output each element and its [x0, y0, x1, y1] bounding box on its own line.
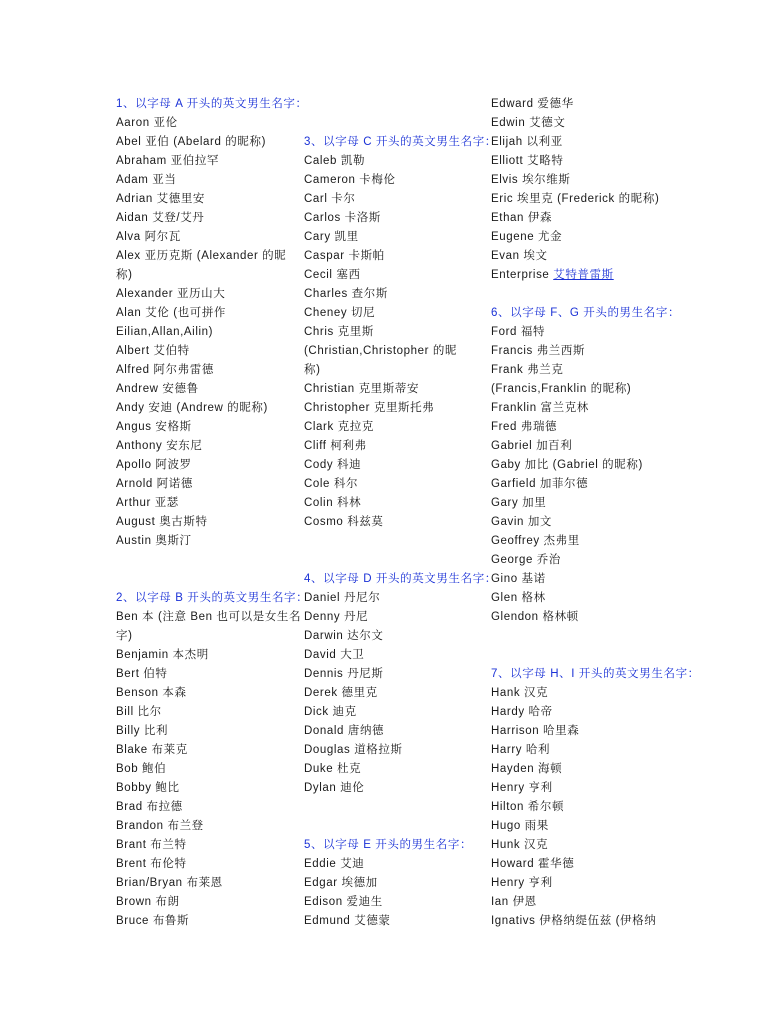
name-entry	[491, 570, 651, 589]
name-entry	[304, 418, 464, 437]
name-entry	[116, 323, 276, 342]
name-entry	[491, 684, 651, 703]
blank-line	[304, 551, 464, 570]
name-entry-text: Ben 本 (注意 Ben 也可以是女生名	[116, 611, 302, 623]
name-entry-text: Edgar 埃德加	[304, 877, 378, 889]
name-entry	[304, 190, 464, 209]
name-entry	[304, 513, 464, 532]
name-entry-text: George 乔治	[491, 554, 561, 566]
name-entry	[491, 456, 651, 475]
name-entry-text: Hugo 雨果	[491, 820, 549, 832]
name-entry-text: Brant 布兰特	[116, 839, 187, 851]
name-entry	[491, 266, 651, 285]
name-entry	[304, 608, 464, 627]
blank-line	[304, 817, 464, 836]
name-entry-text: Christian 克里斯蒂安	[304, 383, 420, 395]
name-entry-text: Gavin 加文	[491, 516, 553, 528]
name-entry	[491, 893, 651, 912]
name-entry	[304, 684, 464, 703]
name-entry-text: Donald 唐纳德	[304, 725, 385, 737]
name-entry	[491, 361, 651, 380]
name-entry	[304, 741, 464, 760]
name-entry	[491, 437, 651, 456]
name-entry-text: Brown 布朗	[116, 896, 180, 908]
name-entry	[116, 722, 276, 741]
name-entry-text: Franklin 富兰克林	[491, 402, 589, 414]
name-entry	[491, 532, 651, 551]
name-entry	[116, 190, 276, 209]
name-entry-text: Carl 卡尔	[304, 193, 356, 205]
name-entry-text: Gabriel 加百利	[491, 440, 573, 452]
name-entry	[116, 627, 276, 646]
name-entry-text: Hayden 海顿	[491, 763, 563, 775]
name-entry-text: 字)	[116, 630, 133, 642]
section-heading-text: 4、以字母 D 开头的英文男生名字：	[304, 573, 497, 585]
name-entry	[491, 247, 651, 266]
name-entry-text: Glendon 格林顿	[491, 611, 579, 623]
name-entry	[304, 285, 464, 304]
name-entry-text: Enterprise	[491, 269, 554, 281]
name-entry	[116, 152, 276, 171]
section-heading-text: 3、以字母 C 开头的英文男生名字：	[304, 136, 497, 148]
name-entry	[116, 494, 276, 513]
name-entry-text: Cary 凯里	[304, 231, 359, 243]
name-entry-text: Albert 艾伯特	[116, 345, 190, 357]
name-entry	[491, 209, 651, 228]
section-heading	[116, 589, 309, 608]
name-entry-text: Francis 弗兰西斯	[491, 345, 586, 357]
name-entry-text: Edmund 艾德蒙	[304, 915, 391, 927]
blank-line	[304, 798, 464, 817]
name-entry	[491, 494, 651, 513]
name-entry-text: David 大卫	[304, 649, 365, 661]
name-entry-text: Caspar 卡斯帕	[304, 250, 385, 262]
name-entry-text: Aidan 艾登/艾丹	[116, 212, 205, 224]
name-entry-text: Colin 科林	[304, 497, 362, 509]
name-entry	[304, 893, 464, 912]
name-entry	[304, 475, 464, 494]
name-entry-text: Glen 格林	[491, 592, 546, 604]
name-entry-text: Fred 弗瑞德	[491, 421, 558, 433]
name-entry	[491, 190, 660, 209]
blank-line	[304, 532, 464, 551]
name-entry-text: Duke 杜克	[304, 763, 362, 775]
name-link[interactable]: 艾特普雷斯	[553, 269, 614, 281]
column-2	[304, 95, 497, 931]
name-entry-text: Aaron 亚伦	[116, 117, 178, 129]
name-entry-text: Daniel 丹尼尔	[304, 592, 381, 604]
blank-line	[491, 285, 651, 304]
name-entry-text: Anthony 安东尼	[116, 440, 203, 452]
name-entry	[304, 760, 464, 779]
name-entry-text: Cecil 塞西	[304, 269, 361, 281]
name-entry	[491, 399, 651, 418]
name-entry-text: Elijah 以利亚	[491, 136, 563, 148]
name-entry-text: Cliff 柯利弗	[304, 440, 367, 452]
name-entry	[491, 874, 651, 893]
name-entry-text: Alva 阿尔瓦	[116, 231, 181, 243]
name-entry-text: Eddie 艾迪	[304, 858, 365, 870]
name-entry	[304, 247, 464, 266]
name-entry	[116, 418, 276, 437]
name-entry-text: Ethan 伊森	[491, 212, 553, 224]
name-entry-text: 称)	[304, 364, 321, 376]
name-entry	[491, 589, 651, 608]
name-entry	[116, 228, 276, 247]
name-entry-text: Abraham 亚伯拉罕	[116, 155, 220, 167]
name-entry	[304, 361, 464, 380]
name-entry-text: Ian 伊恩	[491, 896, 537, 908]
name-entry	[116, 437, 276, 456]
name-entry	[116, 874, 276, 893]
section-heading-text: 2、以字母 B 开头的英文男生名字：	[116, 592, 309, 604]
name-entry	[304, 209, 464, 228]
name-entry	[304, 589, 464, 608]
name-entry-text: Gary 加里	[491, 497, 547, 509]
name-entry-text: (Christian,Christopher 的昵	[304, 345, 458, 357]
name-entry	[116, 456, 276, 475]
section-heading-text: 5、以字母 E 开头的男生名字：	[304, 839, 473, 851]
name-entry-text: Cameron 卡梅伦	[304, 174, 396, 186]
name-entry	[491, 133, 651, 152]
name-entry-text: Bobby 鲍比	[116, 782, 180, 794]
section-heading	[304, 836, 473, 855]
name-entry	[491, 228, 651, 247]
name-entry-text: Henry 亨利	[491, 782, 553, 794]
name-entry	[304, 228, 464, 247]
name-entry	[491, 152, 651, 171]
name-entry	[116, 304, 276, 323]
name-entry-text: Dennis 丹尼斯	[304, 668, 384, 680]
name-entry	[116, 817, 276, 836]
blank-line	[116, 551, 276, 570]
name-entry-text: Christopher 克里斯托弗	[304, 402, 435, 414]
name-entry-text: Andrew 安德鲁	[116, 383, 199, 395]
name-entry-text: Ignativs 伊格纳缇伍兹 (伊格纳	[491, 915, 657, 927]
name-entry	[116, 855, 276, 874]
name-entry	[304, 779, 464, 798]
name-entry	[116, 760, 276, 779]
name-entry	[491, 855, 651, 874]
name-entry-text: Bert 伯特	[116, 668, 168, 680]
blank-line	[491, 627, 651, 646]
name-entry	[116, 361, 276, 380]
name-entry-text: Brent 布伦特	[116, 858, 187, 870]
name-entry-text: Elliott 艾略特	[491, 155, 564, 167]
name-entry-text: Darwin 达尔文	[304, 630, 384, 642]
name-entry-text: Henry 亨利	[491, 877, 553, 889]
name-entry	[304, 304, 464, 323]
name-entry	[116, 114, 276, 133]
name-entry-text: Eric 埃里克 (Frederick 的昵称)	[491, 193, 660, 205]
name-entry	[304, 171, 464, 190]
name-entry-text: 称)	[116, 269, 133, 281]
name-entry	[491, 779, 651, 798]
name-entry-text: Billy 比利	[116, 725, 169, 737]
blank-line	[304, 114, 464, 133]
name-entry-text: Denny 丹尼	[304, 611, 369, 623]
name-entry-text: Brian/Bryan 布莱恩	[116, 877, 223, 889]
name-entry-text: Brad 布拉德	[116, 801, 183, 813]
name-entry	[304, 437, 464, 456]
name-entry	[116, 266, 276, 285]
name-entry	[491, 551, 651, 570]
section-heading	[304, 133, 497, 152]
name-entry-text: Cole 科尔	[304, 478, 359, 490]
name-entry	[116, 703, 276, 722]
name-entry-text: Alex 亚历克斯 (Alexander 的昵	[116, 250, 287, 262]
name-entry	[304, 627, 464, 646]
name-entry	[304, 722, 464, 741]
name-entry-text: Dylan 迪伦	[304, 782, 365, 794]
name-entry	[116, 646, 276, 665]
blank-line	[116, 570, 276, 589]
name-entry-text: Adrian 艾德里安	[116, 193, 206, 205]
name-entry-text: Harrison 哈里森	[491, 725, 580, 737]
name-entry-text: Alfred 阿尔弗雷德	[116, 364, 214, 376]
name-entry	[491, 703, 651, 722]
name-entry-text: Howard 霍华德	[491, 858, 575, 870]
name-entry	[304, 399, 464, 418]
name-entry	[116, 209, 276, 228]
section-heading	[491, 304, 681, 323]
name-entry-text: Frank 弗兰克	[491, 364, 564, 376]
name-entry-text: Bob 鲍伯	[116, 763, 167, 775]
name-entry-text: Garfield 加菲尔德	[491, 478, 589, 490]
name-entry	[491, 380, 651, 399]
name-entry-text: Benjamin 本杰明	[116, 649, 209, 661]
name-entry	[116, 247, 287, 266]
name-entry	[304, 323, 464, 342]
name-entry	[491, 741, 651, 760]
name-entry	[116, 380, 276, 399]
name-entry	[304, 912, 464, 931]
name-entry-text: Bruce 布鲁斯	[116, 915, 190, 927]
name-entry-text: Douglas 道格拉斯	[304, 744, 403, 756]
name-entry-text: Carlos 卡洛斯	[304, 212, 381, 224]
name-entry	[491, 836, 651, 855]
name-entry	[491, 817, 651, 836]
name-entry-text: Ford 福特	[491, 326, 546, 338]
name-entry	[116, 665, 276, 684]
name-entry	[304, 456, 464, 475]
name-entry-text: Evan 埃文	[491, 250, 548, 262]
name-entry	[491, 171, 651, 190]
name-entry	[116, 893, 276, 912]
name-entry	[116, 741, 276, 760]
name-entry	[304, 874, 464, 893]
name-entry-text: Eilian,Allan,Ailin)	[116, 326, 214, 338]
name-entry	[491, 323, 651, 342]
name-entry	[116, 399, 276, 418]
name-entry	[304, 703, 464, 722]
name-entry-text: Cody 科迪	[304, 459, 362, 471]
blank-line	[491, 646, 651, 665]
name-entry-text: Austin 奥斯汀	[116, 535, 192, 547]
name-entry-text: Alexander 亚历山大	[116, 288, 226, 300]
name-entry-text: Angus 安格斯	[116, 421, 192, 433]
name-entry-text: Gaby 加比 (Gabriel 的昵称)	[491, 459, 643, 471]
name-entry-text: Hilton 希尔顿	[491, 801, 565, 813]
name-entry	[491, 760, 651, 779]
name-entry	[116, 912, 276, 931]
name-entry-text: Bill 比尔	[116, 706, 162, 718]
column-1	[116, 95, 309, 931]
name-entry	[304, 494, 464, 513]
name-entry-text: Hank 汉克	[491, 687, 549, 699]
name-entry-text: Edison 爱迪生	[304, 896, 383, 908]
name-entry	[304, 152, 464, 171]
name-entry-text: Arthur 亚瑟	[116, 497, 179, 509]
name-entry-text: Benson 本森	[116, 687, 187, 699]
blank-line	[304, 95, 464, 114]
name-entry-text: Harry 哈利	[491, 744, 551, 756]
name-entry	[304, 855, 464, 874]
name-entry-text: Charles 查尔斯	[304, 288, 388, 300]
name-entry	[491, 608, 651, 627]
name-entry	[116, 475, 276, 494]
name-entry	[491, 513, 651, 532]
name-entry	[116, 532, 276, 551]
name-entry-text: Derek 德里克	[304, 687, 378, 699]
name-entry-text: Hunk 汉克	[491, 839, 549, 851]
name-entry	[116, 836, 276, 855]
name-entry-text: Alan 艾伦 (也可拼作	[116, 307, 227, 319]
name-entry-text: Arnold 阿诺德	[116, 478, 193, 490]
name-entry-text: Chris 克里斯	[304, 326, 374, 338]
name-entry	[491, 798, 651, 817]
name-entry-text: Adam 亚当	[116, 174, 177, 186]
name-entry	[491, 912, 657, 931]
name-entry-text: Eugene 尤金	[491, 231, 563, 243]
name-entry	[116, 171, 276, 190]
name-entry	[304, 266, 464, 285]
name-entry	[491, 114, 651, 133]
name-entry	[116, 608, 302, 627]
name-entry-text: Hardy 哈帝	[491, 706, 553, 718]
name-entry	[116, 133, 276, 152]
name-entry	[116, 798, 276, 817]
name-entry	[116, 342, 276, 361]
name-entry	[304, 342, 464, 361]
name-entry-text: Brandon 布兰登	[116, 820, 204, 832]
name-entry-text: Cosmo 科兹莫	[304, 516, 384, 528]
name-entry-text: Blake 布莱克	[116, 744, 188, 756]
name-entry-text: Elvis 埃尔维斯	[491, 174, 571, 186]
name-entry	[116, 779, 276, 798]
name-entry-text: Andy 安迪 (Andrew 的昵称)	[116, 402, 268, 414]
name-entry	[491, 95, 651, 114]
name-entry	[491, 475, 651, 494]
name-entry-text: Geoffrey 杰弗里	[491, 535, 580, 547]
name-entry-text: Caleb 凯勒	[304, 155, 366, 167]
name-entry-text: Edwin 艾德文	[491, 117, 566, 129]
name-entry	[116, 684, 276, 703]
name-entry-text: Edward 爱德华	[491, 98, 574, 110]
name-entry-text: Abel 亚伯 (Abelard 的昵称)	[116, 136, 266, 148]
name-entry	[304, 380, 464, 399]
name-entry	[116, 513, 276, 532]
name-entry	[491, 418, 651, 437]
name-entry-text: Apollo 阿波罗	[116, 459, 192, 471]
section-heading	[304, 570, 497, 589]
section-heading-text: 1、以字母 A 开头的英文男生名字：	[116, 98, 308, 110]
name-entry-text: Clark 克拉克	[304, 421, 374, 433]
section-heading-text: 7、以字母 H、I 开头的英文男生名字：	[491, 668, 700, 680]
section-heading-text: 6、以字母 F、G 开头的男生名字：	[491, 307, 681, 319]
name-entry-text: (Francis,Franklin 的昵称)	[491, 383, 632, 395]
name-entry	[304, 665, 464, 684]
name-entry-text: August 奥古斯特	[116, 516, 208, 528]
section-heading	[116, 95, 308, 114]
section-heading	[491, 665, 700, 684]
name-entry	[116, 285, 276, 304]
column-3	[491, 95, 700, 931]
name-entry	[304, 646, 464, 665]
name-entry	[491, 342, 651, 361]
name-entry	[491, 722, 651, 741]
name-entry-text: Gino 基诺	[491, 573, 546, 585]
name-entry-text: Cheney 切尼	[304, 307, 376, 319]
name-entry-text: Dick 迪克	[304, 706, 357, 718]
